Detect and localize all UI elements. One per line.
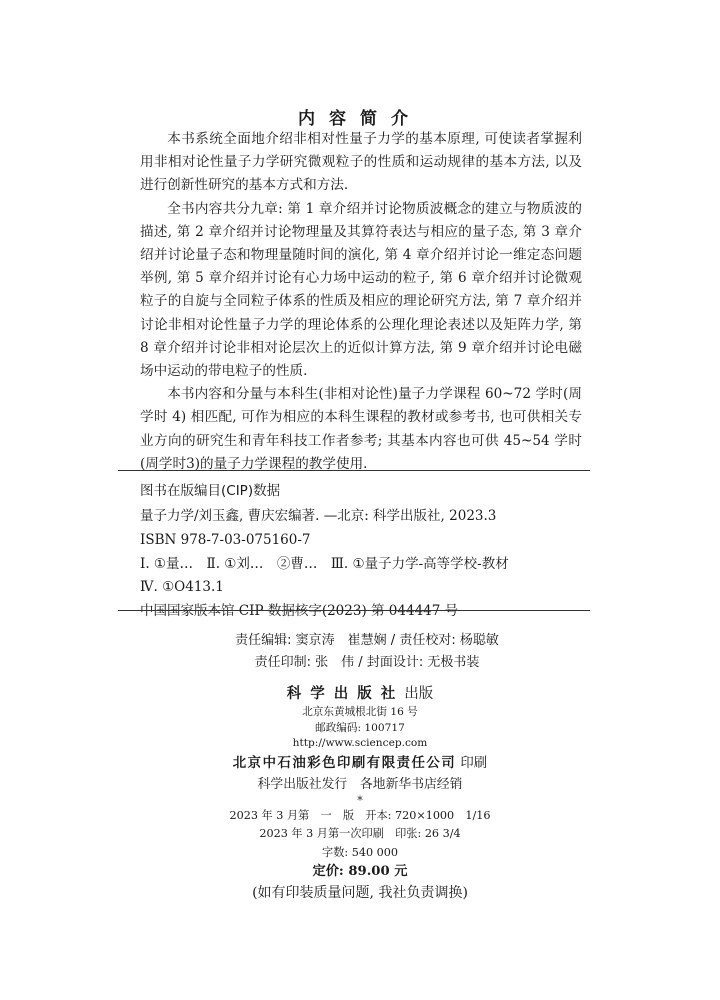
intro-title: 内容简介 [298, 109, 422, 129]
printer-suffix: 印刷 [460, 755, 488, 771]
publisher-line [0, 683, 720, 705]
cip-line: 中国国家版本馆 CIP 数据核字(2023) 第 044447 号 [140, 603, 459, 620]
edition-line: 2023 年 3 月第 一 版 开本: 720×1000 1/16 [229, 808, 491, 822]
divider-top [118, 470, 590, 471]
printer-name: 北京中石油彩色印刷有限责任公司 [232, 754, 457, 771]
printer-line [0, 752, 720, 775]
distribution-line: 科学出版社发行 各地新华书店经销 [257, 776, 463, 792]
separator-star: * [357, 793, 363, 807]
divider-bottom [118, 610, 590, 611]
cip-title: 图书在版编目(CIP)数据 [140, 483, 281, 499]
intro-paragraph: 本书系统全面地介绍非相对性量子力学的基本原理, 可使读者掌握利用非相对论性量子力学研究微观粒子的性质和运动规律的基本方法, 以及进行创新性研究的基本方式和方法. [140, 131, 582, 194]
cip-line: Ⅰ. ①量… Ⅱ. ①刘… ②曹… Ⅲ. ①量子力学-高等学校-教材 [140, 555, 509, 572]
intro-paragraph: 本书内容和分量与本科生(非相对论性)量子力学课程 60~72 学时(周学时 4) 相匹配, 可作为相应的本科生课程的教材或参考书, 也可供相关专业方向的研究生和青年科技工作者参考; 其基本内容也可供 45~54 学时(周学时3)的量子力学课程的教学使用. [140, 386, 582, 472]
price: 定价: 89.00 元 [312, 864, 408, 880]
quality-note: (如有印装质量问题, 我社负责调换) [252, 885, 468, 902]
cip-line: Ⅳ. ①O413.1 [140, 579, 224, 596]
production-credits: 责任印制: 张 伟 / 封面设计: 无极书装 [254, 655, 480, 670]
publisher-postcode: 邮政编码: 100717 [315, 721, 405, 734]
publisher-name: 科学出版社 [286, 685, 405, 702]
publisher-block [0, 683, 720, 904]
cip-line: 量子力学/刘玉鑫, 曹庆宏编著. —北京: 科学出版社, 2023.3 [140, 508, 497, 524]
printing-line: 2023 年 3 月第一次印刷 印张: 26 3/4 [259, 827, 461, 841]
word-count: 字数: 540 000 [322, 845, 398, 859]
intro-body [140, 128, 582, 476]
publisher-address: 北京东黄城根北街 16 号 [302, 706, 418, 718]
publisher-suffix: 出版 [404, 686, 434, 702]
cip-block [140, 479, 590, 624]
publisher-url: http://www.sciencep.com [292, 737, 428, 749]
editor-credits: 责任编辑: 窦京涛 崔慧娴 / 责任校对: 杨聪敏 [235, 633, 499, 648]
intro-paragraph: 全书内容共分九章: 第 1 章介绍并讨论物质波概念的建立与物质波的描述, 第 2 章介绍并讨论物理量及其算符表达与相应的量子态, 第 3 章介绍并讨论量子态和物理量随时间的演化, 第 4 章介绍并讨论一维定态问题举例, 第 5 章介绍并讨论有心力场中运动的粒子, 第 6 章介绍并讨论微观粒子的自旋与全同粒子体系的性质及相应的理论研究方法, 第 7 章介绍并讨论非相对论性量子力学的理论体系的公理化理论表述以及矩阵力学, 第 8 章介绍并讨论非相对论层次上的近似计算方法, 第 9 章介绍并讨论电磁场中运动的带电粒子的性质. [140, 200, 582, 380]
cip-line: ISBN 978-7-03-075160-7 [140, 531, 311, 548]
